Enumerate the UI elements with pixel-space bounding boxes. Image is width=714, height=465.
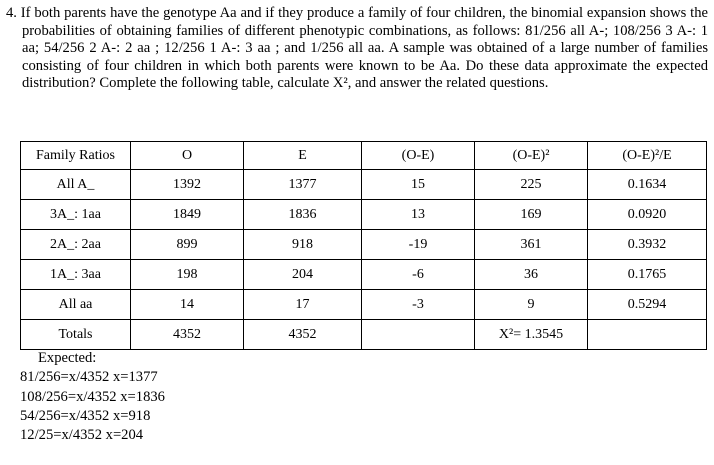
cell-observed: 899 <box>131 230 244 260</box>
table-row <box>21 200 707 230</box>
header-expected: E <box>244 142 362 170</box>
work-line: 108/256=x/4352 x=1836 <box>20 388 165 405</box>
cell-expected: 918 <box>244 230 362 260</box>
cell-chi-component: 0.1634 <box>588 170 707 200</box>
cell-diff: -3 <box>362 290 475 320</box>
totals-label: Totals <box>21 320 131 350</box>
cell-diff: -6 <box>362 260 475 290</box>
header-o-minus-e-squared: (O-E)² <box>475 142 588 170</box>
cell-observed: 1392 <box>131 170 244 200</box>
cell-observed: 1849 <box>131 200 244 230</box>
cell-diff-squared: 9 <box>475 290 588 320</box>
cell-diff-squared: 361 <box>475 230 588 260</box>
cell-observed: 14 <box>131 290 244 320</box>
cell-ratio: 3A_: 1aa <box>21 200 131 230</box>
cell-diff-squared: 36 <box>475 260 588 290</box>
question-text <box>6 5 708 93</box>
cell-chi-component: 0.3932 <box>588 230 707 260</box>
table-row <box>21 170 707 200</box>
table-row <box>21 230 707 260</box>
cell-diff-squared: 169 <box>475 200 588 230</box>
cell-chi-component: 0.1765 <box>588 260 707 290</box>
cell-observed: 198 <box>131 260 244 290</box>
totals-observed: 4352 <box>131 320 244 350</box>
header-observed: O <box>131 142 244 170</box>
header-row <box>21 142 707 170</box>
totals-expected: 4352 <box>244 320 362 350</box>
work-line: 81/256=x/4352 x=1377 <box>20 369 158 386</box>
chi-square-total: X²= 1.3545 <box>475 320 588 350</box>
header-o-minus-e: (O-E) <box>362 142 475 170</box>
totals-row <box>21 320 707 350</box>
cell-diff: 15 <box>362 170 475 200</box>
cell-ratio: 1A_: 3aa <box>21 260 131 290</box>
header-family-ratios: Family Ratios <box>21 142 131 170</box>
table-row <box>21 290 707 320</box>
cell-ratio: 2A_: 2aa <box>21 230 131 260</box>
question-body: If both parents have the genotype Aa and if they produce a family of four children, the binomial expansion shows the probabilities of obtaining families of different phenotypic combinations, as follows: 81/256 all A-; 108/256 3 A-: 1 aa; 54/256 2 A-: 2 aa ; 12/256 1 A-: 3 aa ; and 1/256 all aa. A sample was obtained of a large number of families consisting of four children in which both parents were known to be Aa. Do these data approximate the expected distribution? Complete the following table, calculate X², and answer the related questions. <box>20 5 708 92</box>
work-block <box>20 349 165 445</box>
question-number: 4. <box>6 5 17 21</box>
cell-expected: 17 <box>244 290 362 320</box>
cell-diff: -19 <box>362 230 475 260</box>
work-heading: Expected: <box>38 350 97 366</box>
totals-empty <box>588 320 707 350</box>
question-block <box>6 5 708 93</box>
cell-ratio: All aa <box>21 290 131 320</box>
cell-diff: 13 <box>362 200 475 230</box>
header-chi-component: (O-E)²/E <box>588 142 707 170</box>
table-row <box>21 260 707 290</box>
cell-chi-component: 0.0920 <box>588 200 707 230</box>
work-line: 12/25=x/4352 x=204 <box>20 427 144 444</box>
work-line: 54/256=x/4352 x=918 <box>20 407 151 424</box>
cell-chi-component: 0.5294 <box>588 290 707 320</box>
totals-empty <box>362 320 475 350</box>
chi-square-table <box>20 141 707 350</box>
cell-expected: 1836 <box>244 200 362 230</box>
cell-expected: 1377 <box>244 170 362 200</box>
cell-expected: 204 <box>244 260 362 290</box>
cell-ratio: All A_ <box>21 170 131 200</box>
cell-diff-squared: 225 <box>475 170 588 200</box>
